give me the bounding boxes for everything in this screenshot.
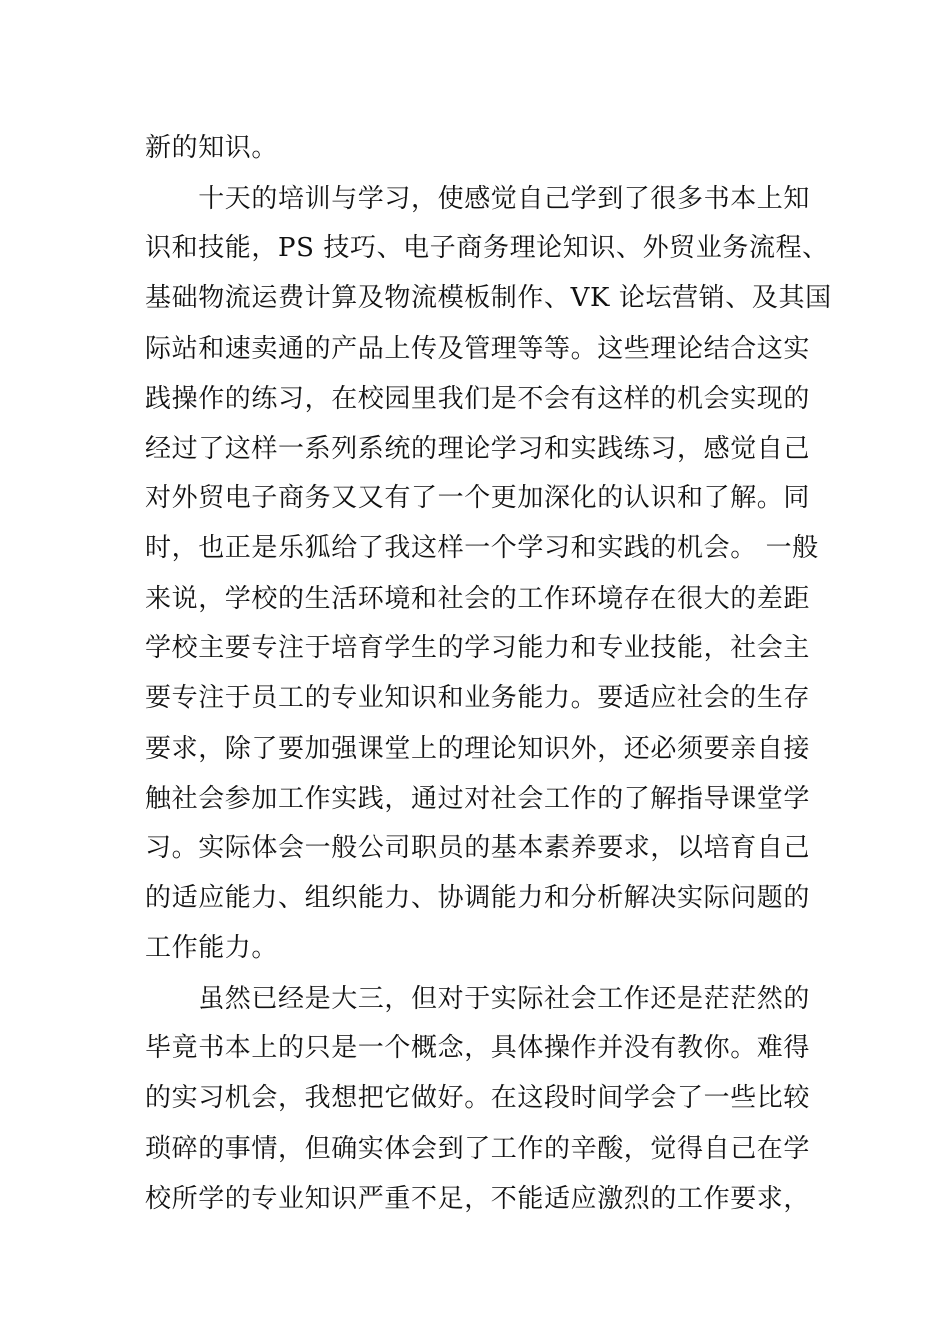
text-line: 来说，学校的生活环境和社会的工作环境存在很大的差距 — [145, 584, 811, 614]
text-line: 的实习机会，我想把它做好。在这段时间学会了一些比较 — [145, 1083, 811, 1113]
text-line: 触社会参加工作实践，通过对社会工作的了解指导课堂学 — [145, 784, 811, 814]
text-line: 时，也正是乐狐给了我这样一个学习和实践的机会。 一般 — [145, 533, 819, 563]
text-line: 对外贸电子商务又又有了一个更加深化的认识和了解。同 — [145, 483, 811, 513]
text-line: 校所学的专业知识严重不足，不能适应激烈的工作要求， — [145, 1184, 811, 1214]
text-line: 毕竟书本上的只是一个概念，具体操作并没有教你。难得 — [145, 1033, 811, 1063]
text-line: 新的知识。 — [145, 133, 279, 163]
text-line: 际站和速卖通的产品上传及管理等等。这些理论结合这实 — [145, 334, 811, 364]
text-line: 践操作的练习，在校园里我们是不会有这样的机会实现的 — [145, 384, 811, 414]
text-line: 琐碎的事情，但确实体会到了工作的辛酸，觉得自己在学 — [145, 1134, 811, 1164]
text-line: 工作能力。 — [145, 933, 279, 963]
text-line: 的适应能力、组织能力、协调能力和分析解决实际问题的 — [145, 883, 811, 913]
text-line: 经过了这样一系列系统的理论学习和实践练习，感觉自己 — [145, 434, 811, 464]
text-line: 要求，除了要加强课堂上的理论知识外，还必须要亲自接 — [145, 734, 811, 764]
text-line: 虽然已经是大三，但对于实际社会工作还是茫茫然的 — [145, 984, 811, 1014]
text-line: 要专注于员工的专业知识和业务能力。要适应社会的生存 — [145, 683, 811, 713]
text-line: 基础物流运费计算及物流模板制作、VK 论坛营销、及其国 — [145, 283, 832, 313]
text-line: 学校主要专注于培育学生的学习能力和专业技能，社会主 — [145, 633, 811, 663]
text-line: 识和技能，PS 技巧、电子商务理论知识、外贸业务流程、 — [145, 233, 829, 263]
text-line: 习。实际体会一般公司职员的基本素养要求，以培育自己 — [145, 833, 811, 863]
text-line: 十天的培训与学习，使感觉自己学到了很多书本上知 — [145, 184, 811, 214]
